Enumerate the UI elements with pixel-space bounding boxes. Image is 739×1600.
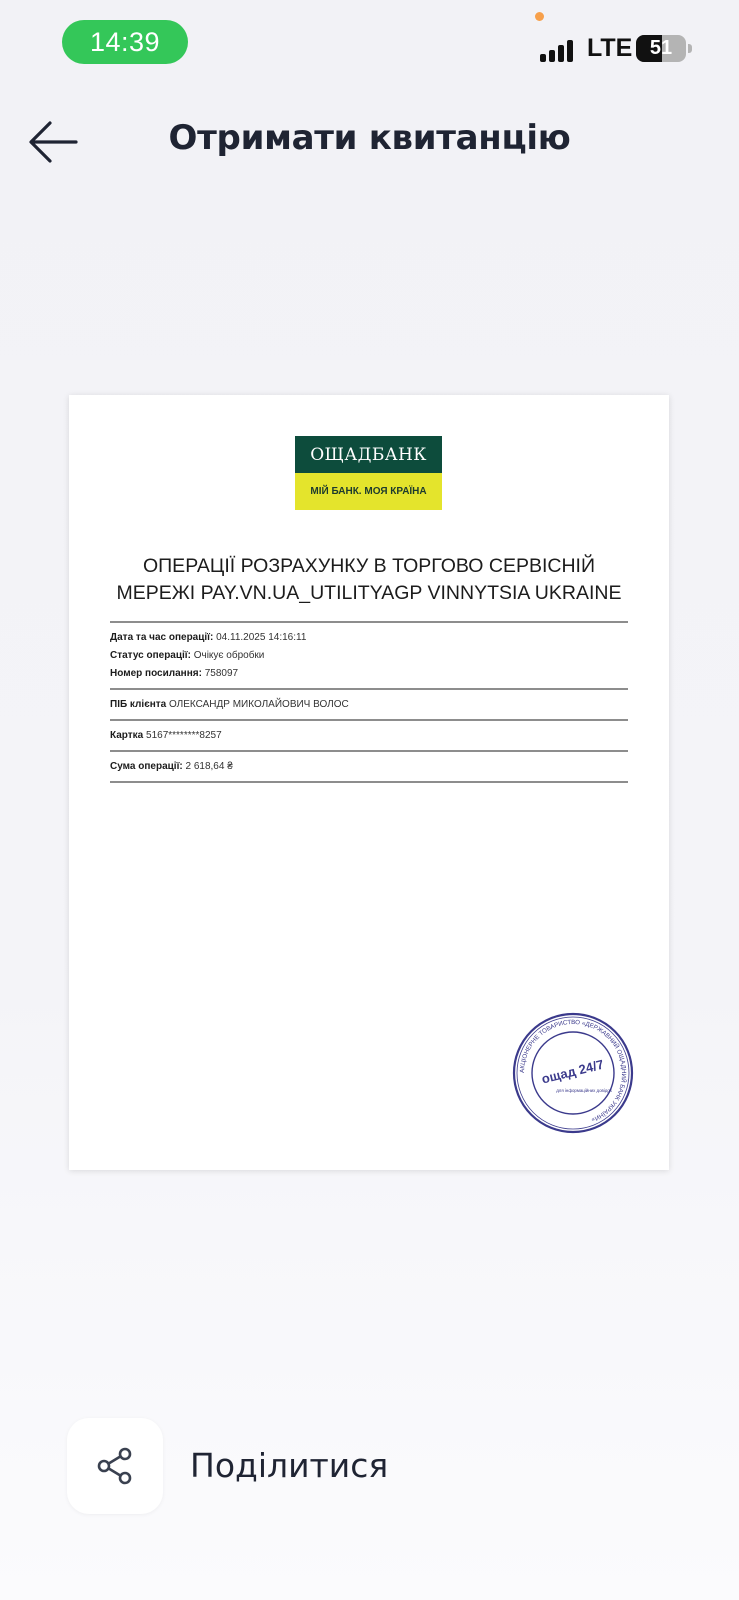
receipt-details [110,621,628,783]
client-label: ПІБ клієнта [110,699,167,710]
status-time-pill[interactable]: 14:39 [62,20,188,64]
stamp-sub-text: для інформаційних довідок [556,1088,612,1093]
amount-label: Сума операції: [110,761,183,772]
stamp-ring-text: АКЦІОНЕРНЕ ТОВАРИСТВО «ДЕРЖАВНИЙ ОЩАДНИЙ БАНК УКРАЇНИ» [518,1018,628,1124]
card-label: Картка [110,730,144,741]
operation-info-block [110,623,628,688]
datetime-row [110,629,628,647]
divider [110,781,628,783]
privacy-indicator-dot [535,12,544,21]
client-row [110,696,628,714]
stamp-center-text: ощад 24/7 [540,1056,606,1087]
reference-value: 758097 [204,668,239,679]
datetime-value: 04.11.2025 14:16:11 [216,632,307,643]
bank-logo-slogan: МІЙ БАНК. МОЯ КРАЇНА [295,473,442,510]
amount-value: 2 618,64 ₴ [185,761,233,772]
page-title: Отримати квитанцію [168,118,571,158]
battery-icon [636,35,686,62]
reference-label: Номер посилання: [110,668,202,679]
share-icon [95,1446,135,1486]
receipt-document[interactable] [69,395,669,1170]
bank-stamp [512,1012,634,1134]
client-block [110,690,628,719]
receipt-title-line1: ОПЕРАЦІЇ РОЗРАХУНКУ В ТОРГОВО СЕРВІСНІЙ [143,555,595,577]
reference-row [110,665,628,683]
card-row [110,727,628,745]
battery-tip [688,44,692,53]
client-value: ОЛЕКСАНДР МИКОЛАЙОВИЧ ВОЛОС [169,699,349,710]
bank-logo-name: ОЩАДБАНК [295,436,442,473]
status-value: Очікує обробки [193,650,265,661]
receipt-title-line2: МЕРЕЖІ PAY.VN.UA_UTILITYAGP VINNYTSIA UKRAINE [116,582,622,604]
amount-row [110,758,628,776]
cellular-signal-icon [540,38,580,62]
bank-logo [295,436,442,510]
amount-block [110,752,628,781]
status-row [110,647,628,665]
card-value: 5167********8257 [146,730,222,741]
share-button[interactable] [67,1418,163,1514]
share-label[interactable]: Поділитися [190,1446,389,1485]
receipt-title [89,553,649,607]
datetime-label: Дата та час операції: [110,632,214,643]
battery-level: 51 [649,37,673,59]
card-block [110,721,628,750]
status-label: Статус операції: [110,650,191,661]
network-type-label: LTE [587,34,633,62]
